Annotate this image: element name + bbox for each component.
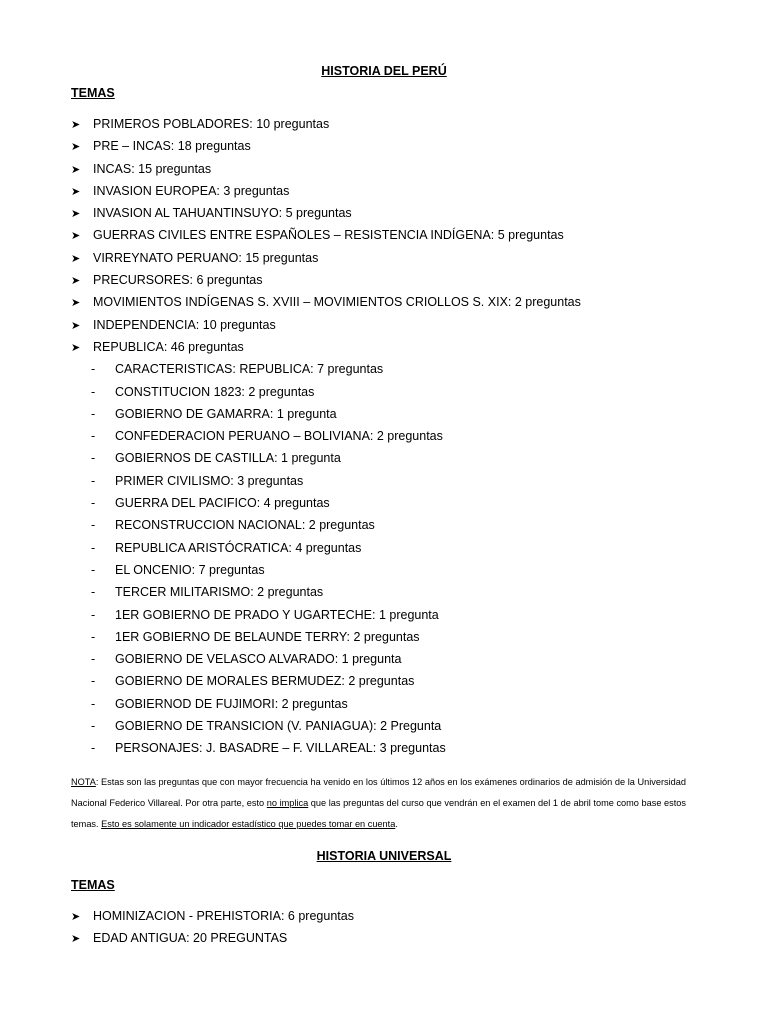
list-item-text: EDAD ANTIGUA: 20 PREGUNTAS [93, 931, 288, 946]
list-item [71, 158, 581, 180]
sub-list-item-text: EL ONCENIO: 7 preguntas [115, 562, 265, 577]
sub-list-item-text: CONSTITUCION 1823: 2 preguntas [115, 384, 315, 399]
dash-bullet: - [91, 496, 96, 511]
nota-end: . [395, 819, 398, 829]
list-item-text: PRIMEROS POBLADORES: 10 preguntas [93, 117, 330, 131]
sub-list-item [71, 425, 581, 447]
list-item [71, 927, 354, 949]
list-item-text: INVASION AL TAHUANTINSUYO: 5 preguntas [93, 206, 352, 221]
sub-list-item-text: 1ER GOBIERNO DE PRADO Y UGARTECHE: 1 pregunta [115, 607, 439, 622]
sub-list-item-text: RECONSTRUCCION NACIONAL: 2 preguntas [115, 518, 375, 533]
arrowhead-bullet-icon: ➤ [71, 119, 81, 131]
sub-list-item [71, 470, 581, 492]
sub-list-item [71, 693, 581, 715]
dash-bullet: - [91, 540, 96, 555]
temas-heading-peru: TEMAS [71, 86, 115, 100]
sub-list-item-text: GUERRA DEL PACIFICO: 4 preguntas [115, 496, 330, 511]
arrowhead-bullet-icon: ➤ [71, 163, 81, 176]
dash-bullet: - [91, 473, 96, 488]
dash-bullet: - [91, 719, 96, 734]
arrowhead-bullet-icon: ➤ [71, 341, 81, 354]
list-item [71, 905, 354, 927]
sub-list-item [71, 514, 581, 536]
sub-list-item [71, 537, 581, 559]
list-item [71, 247, 581, 269]
sub-list-item-text: CARACTERISTICAS: REPUBLICA: 7 preguntas [115, 362, 384, 377]
sub-list-item-text: GOBIERNOS DE CASTILLA: 1 pregunta [115, 451, 341, 466]
sub-list-item [71, 492, 581, 514]
list-item [71, 202, 581, 224]
list-item [71, 336, 581, 358]
sub-list-item-text: REPUBLICA ARISTÓCRATICA: 4 preguntas [115, 540, 362, 555]
sub-list-item-text: 1ER GOBIERNO DE BELAUNDE TERRY: 2 preguntas [115, 629, 420, 644]
list-item-text: GUERRAS CIVILES ENTRE ESPAÑOLES – RESISTENCIA INDÍGENA: 5 preguntas [93, 228, 564, 243]
dash-bullet: - [91, 406, 96, 421]
arrowhead-bullet-icon: ➤ [71, 230, 81, 243]
list-item [71, 314, 581, 336]
nota-underlined-end: Esto es solamente un indicador estadístico que puedes tomar en cuenta [101, 819, 396, 829]
nota-text-1: : Estas son las preguntas que con mayor frecuencia ha venido en los últimos 12 años en los exámenes ordinarios de admisión de la Universidad Nacional Federico Villareal. Por otra parte, esto [71, 777, 686, 808]
sub-list-item [71, 381, 581, 403]
list-item [71, 269, 581, 291]
section-title-historia-del-peru: HISTORIA DEL PERÚ [321, 64, 447, 78]
list-item-text: REPUBLICA: 46 preguntas [93, 339, 244, 354]
sub-list-item [71, 358, 581, 380]
sub-list-item [71, 403, 581, 425]
dash-bullet: - [91, 429, 96, 444]
list-item-text: PRE – INCAS: 18 preguntas [93, 139, 251, 154]
sub-list-item-text: CONFEDERACION PERUANO – BOLIVIANA: 2 preguntas [115, 429, 443, 444]
list-item [71, 291, 581, 313]
dash-bullet: - [91, 585, 96, 600]
nota-paragraph [71, 772, 686, 835]
list-item [71, 224, 581, 246]
sub-list-item-text: TERCER MILITARISMO: 2 preguntas [115, 585, 324, 600]
arrowhead-bullet-icon: ➤ [71, 252, 81, 265]
arrowhead-bullet-icon: ➤ [71, 319, 81, 332]
dash-bullet: - [91, 629, 96, 644]
dash-bullet: - [91, 518, 96, 533]
list-item-text: HOMINIZACION - PREHISTORIA: 6 preguntas [93, 909, 354, 923]
list-item [71, 135, 581, 157]
arrowhead-bullet-icon: ➤ [71, 275, 81, 288]
sub-list-item [71, 604, 581, 626]
sub-list-item-text: GOBIERNO DE VELASCO ALVARADO: 1 pregunta [115, 652, 402, 667]
sub-list-item-text: GOBIERNO DE TRANSICION (V. PANIAGUA): 2 Pregunta [115, 719, 442, 734]
dash-bullet: - [91, 451, 96, 466]
dash-bullet: - [91, 362, 96, 377]
section-title-historia-universal: HISTORIA UNIVERSAL [316, 849, 452, 863]
sub-list-item [71, 648, 581, 670]
sub-list-item [71, 670, 581, 692]
arrowhead-bullet-icon: ➤ [71, 185, 81, 198]
sub-list-item-text: GOBIERNO DE GAMARRA: 1 pregunta [115, 406, 337, 421]
dash-bullet: - [91, 562, 96, 577]
list-item-text: INVASION EUROPEA: 3 preguntas [93, 183, 290, 198]
nota-text-2: que las preguntas del curso que vendrán en el examen del 1 de abril tome como base estos temas. [71, 798, 686, 829]
list-item-text: VIRREYNATO PERUANO: 15 preguntas [93, 250, 319, 265]
arrowhead-bullet-icon: ➤ [71, 933, 81, 946]
arrowhead-bullet-icon: ➤ [71, 297, 81, 310]
arrowhead-bullet-icon: ➤ [71, 141, 81, 154]
sub-list-item [71, 581, 581, 603]
sub-list-item [71, 715, 581, 737]
dash-bullet: - [91, 674, 96, 689]
dash-bullet: - [91, 741, 96, 756]
sub-list-item-text: PRIMER CIVILISMO: 3 preguntas [115, 473, 304, 488]
sub-list-item-text: PERSONAJES: J. BASADRE – F. VILLAREAL: 3 preguntas [115, 741, 446, 756]
dash-bullet: - [91, 384, 96, 399]
sub-list-item [71, 447, 581, 469]
dash-bullet: - [91, 607, 96, 622]
sub-list-item [71, 737, 581, 759]
dash-bullet: - [91, 696, 96, 711]
sub-list-item-text: GOBIERNO DE MORALES BERMUDEZ: 2 preguntas [115, 674, 415, 689]
sub-list-item-text: GOBIERNOD DE FUJIMORI: 2 preguntas [115, 696, 348, 711]
list-item-text: INDEPENDENCIA: 10 preguntas [93, 317, 276, 332]
universal-topic-list [71, 905, 354, 950]
arrowhead-bullet-icon: ➤ [71, 911, 81, 923]
peru-topic-list [71, 113, 581, 760]
list-item-text: MOVIMIENTOS INDÍGENAS S. XVIII – MOVIMIENTOS CRIOLLOS S. XIX: 2 preguntas [93, 295, 581, 310]
list-item [71, 113, 581, 135]
list-item-text: PRECURSORES: 6 preguntas [93, 273, 263, 288]
list-item-text: INCAS: 15 preguntas [93, 161, 212, 176]
nota-label: NOTA [71, 777, 96, 787]
nota-no-implica: no implica [266, 798, 309, 808]
sub-list-item [71, 559, 581, 581]
list-item [71, 180, 581, 202]
sub-list-item [71, 626, 581, 648]
dash-bullet: - [91, 652, 96, 667]
arrowhead-bullet-icon: ➤ [71, 208, 81, 221]
temas-heading-universal: TEMAS [71, 878, 115, 892]
